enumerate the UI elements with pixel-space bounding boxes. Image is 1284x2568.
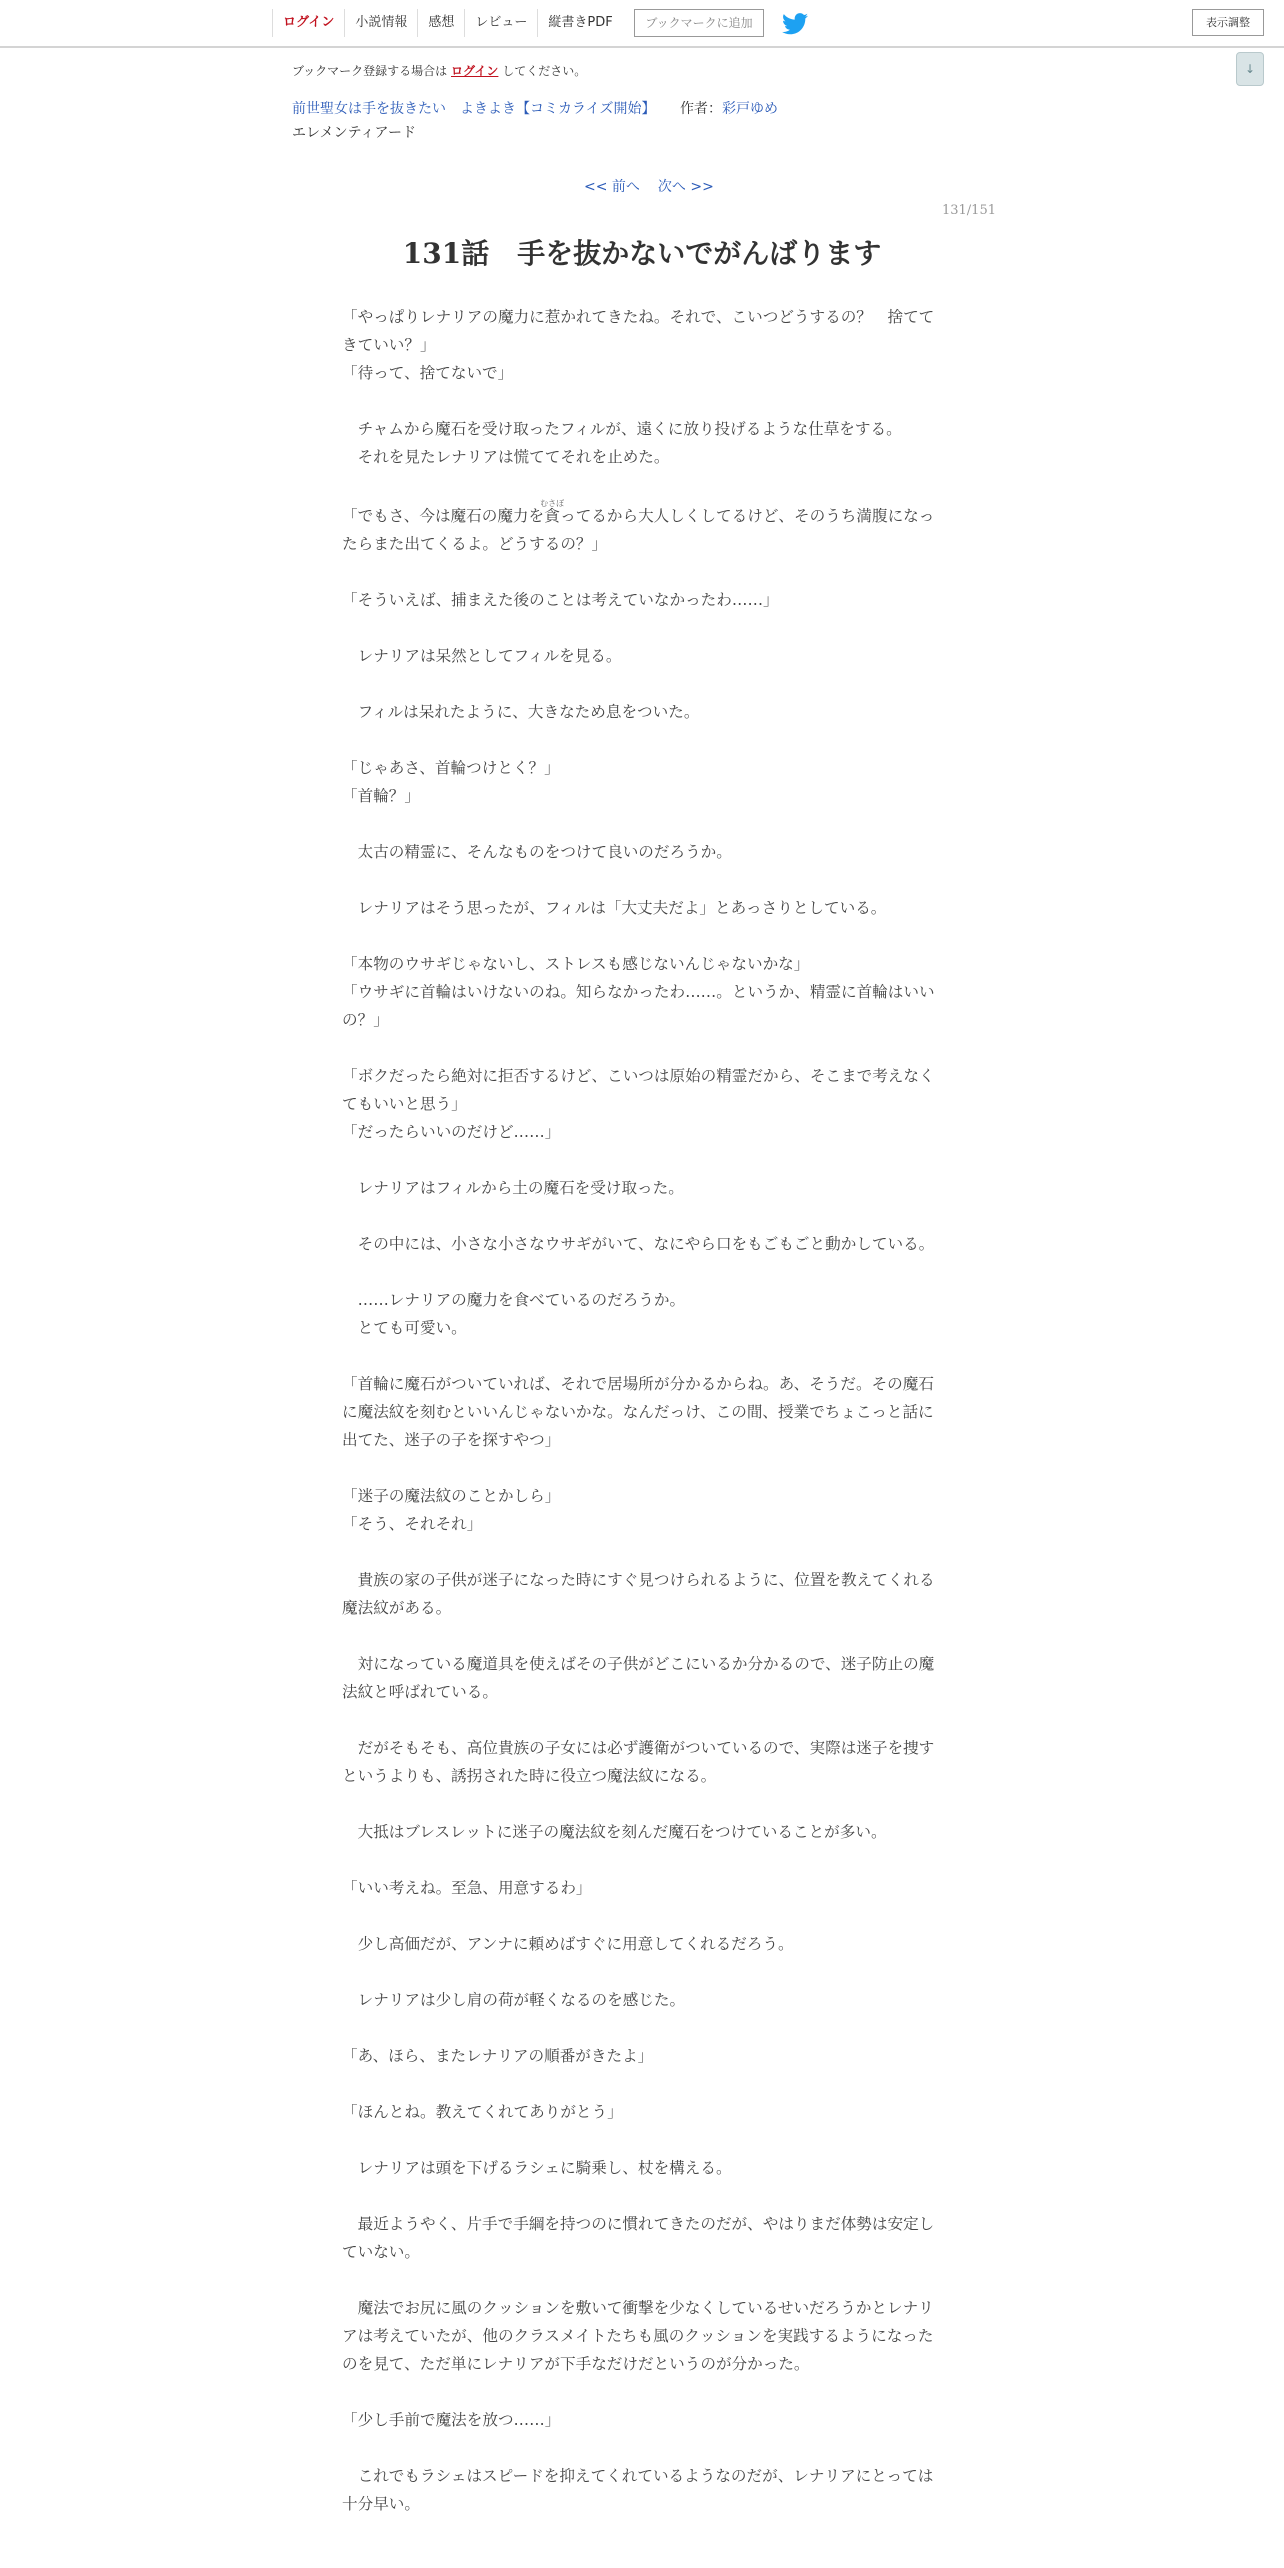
- blank-line: [342, 1146, 942, 1174]
- chapter-body: [342, 303, 942, 2518]
- body-paragraph: 「首輪に魔石がついていれば、それで居場所が分かるからね。あ、そうだ。その魔石に魔法紋を刻むといいんじゃないかな。なんだっけ、この間、授業でちょこっと話に出てた、迷子の子を探すやつ」: [342, 1375, 934, 1449]
- blank-line: [342, 1706, 942, 1734]
- blank-line: [342, 558, 942, 586]
- chapter-pager: [584, 176, 732, 196]
- notice-login-link[interactable]: ログイン: [451, 64, 499, 78]
- blank-line: [342, 670, 942, 698]
- blank-line: [342, 866, 942, 894]
- scroll-down-button[interactable]: ↓: [1236, 52, 1264, 86]
- body-paragraph: 「あ、ほら、またレナリアの順番がきたよ」: [342, 2047, 654, 2065]
- chapter-title: 131話 手を抜かないでがんばります: [402, 237, 882, 270]
- body-paragraph: 「いい考えね。至急、用意するわ」: [342, 1879, 592, 1897]
- body-paragraph: 対になっている魔道具を使えばその子供がどこにいるか分かるので、迷子防止の魔法紋と呼ばれている。: [342, 1655, 935, 1701]
- nav-review-link[interactable]: レビュー: [464, 9, 537, 37]
- body-paragraph: 魔法でお尻に風のクッションを敷いて衝撃を少なくしているせいだろうかとレナリアは考えていたが、他のクラスメイトたちも風のクッションを実践するようになったのを見て、ただ単にレナリアが下手なだけだというのが分かった。: [342, 2299, 934, 2373]
- body-paragraph: 「迷子の魔法紋のことかしら」: [342, 1487, 561, 1505]
- series-name: エレメンティアード: [292, 125, 417, 141]
- blank-line: [342, 1958, 942, 1986]
- notice-prefix: ブックマーク登録する場合は: [292, 64, 448, 78]
- blank-line: [342, 614, 942, 642]
- body-paragraph: フィルは呆れたように、大きなため息をついた。: [342, 703, 700, 721]
- blank-line: [342, 726, 942, 754]
- nav-novel-info-link[interactable]: 小説情報: [344, 9, 417, 37]
- body-paragraph: とても可愛い。: [342, 1319, 467, 1337]
- display-settings-button[interactable]: 表示調整: [1192, 9, 1264, 36]
- blank-line: [342, 1034, 942, 1062]
- body-paragraph: 「ウサギに首輪はいけないのね。知らなかったわ……。というか、精霊に首輪はいいの？」: [342, 983, 935, 1029]
- blank-line: [342, 1902, 942, 1930]
- twitter-icon[interactable]: [782, 13, 808, 35]
- author-link[interactable]: 彩戸ゆめ: [722, 101, 778, 117]
- blank-line: [342, 1258, 942, 1286]
- blank-line: [342, 471, 942, 499]
- top-navigation-bar: [0, 0, 1284, 48]
- blank-line: [342, 1790, 942, 1818]
- blank-line: [342, 1846, 942, 1874]
- nav-login-link[interactable]: ログイン: [272, 9, 344, 37]
- blank-line: [342, 2266, 942, 2294]
- author-label: 作者：: [680, 101, 722, 117]
- body-paragraph: 「本物のウサギじゃないし、ストレスも感じないんじゃないかな」: [342, 955, 810, 973]
- add-bookmark-button[interactable]: ブックマークに追加: [634, 9, 764, 37]
- chapter-count: 131/151: [941, 203, 996, 218]
- body-paragraph: 「首輪？」: [342, 787, 420, 805]
- body-paragraph: それを見たレナリアは慌ててそれを止めた。: [342, 448, 670, 466]
- body-paragraph: 「じゃあさ、首輪つけとく？」: [342, 759, 560, 777]
- body-paragraph: 「だったらいいのだけど……」: [342, 1123, 561, 1141]
- body-paragraph: レナリアは呆然としてフィルを見る。: [342, 647, 622, 665]
- blank-line: [342, 2014, 942, 2042]
- notice-suffix: してください。: [502, 64, 587, 78]
- blank-line: [342, 1538, 942, 1566]
- body-paragraph: だがそもそも、高位貴族の子女には必ず護衛がついているので、実際は迷子を捜すというよりも、誘拐された時に役立つ魔法紋になる。: [342, 1739, 935, 1785]
- blank-line: [342, 2126, 942, 2154]
- blank-line: [342, 2182, 942, 2210]
- body-paragraph: レナリアはフィルから土の魔石を受け取った。: [342, 1179, 684, 1197]
- blank-line: [342, 387, 942, 415]
- blank-line: [342, 810, 942, 838]
- blank-line: [342, 1342, 942, 1370]
- blank-line: [342, 2378, 942, 2406]
- nav-vertical-pdf-link[interactable]: 縦書きPDF: [537, 9, 622, 37]
- nav-impressions-link[interactable]: 感想: [417, 9, 464, 37]
- novel-title-link[interactable]: 前世聖女は手を抜きたい よきよき【コミカライズ開始】: [292, 101, 656, 117]
- body-paragraph: ……レナリアの魔力を食べているのだろうか。: [342, 1291, 686, 1309]
- body-paragraph: 「そういえば、捕まえた後のことは考えていなかったわ……」: [342, 591, 779, 609]
- body-paragraph: 大抵はブレスレットに迷子の魔法紋を刻んだ魔石をつけていることが多い。: [342, 1823, 887, 1841]
- blank-line: [342, 922, 942, 950]
- blank-line: [342, 1454, 942, 1482]
- body-paragraph: これでもラシェはスピードを抑えてくれているようなのだが、レナリアにとっては十分早い。: [342, 2467, 934, 2513]
- body-paragraph: 「少し手前で魔法を放つ……」: [342, 2411, 561, 2429]
- body-paragraph: 「でもさ、今は魔石の魔力を貪むさぼってるから大人しくしてるけど、そのうち満腹になったらまた出てくるよ。どうするの？」: [342, 499, 935, 553]
- blank-line: [342, 2434, 942, 2462]
- body-paragraph: レナリアは頭を下げるラシェに騎乗し、杖を構える。: [342, 2159, 732, 2177]
- bookmark-login-notice: [292, 62, 586, 79]
- body-paragraph: その中には、小さな小さなウサギがいて、なにやら口をもごもごと動かしている。: [342, 1235, 935, 1253]
- blank-line: [342, 1202, 942, 1230]
- body-paragraph: 最近ようやく、片手で手綱を持つのに慣れてきたのだが、やはりまだ体勢は安定していない。: [342, 2215, 935, 2261]
- body-paragraph: 「待って、捨てないで」: [342, 364, 514, 382]
- body-paragraph: レナリアはそう思ったが、フィルは「大丈夫だよ」とあっさりとしている。: [342, 899, 887, 917]
- body-paragraph: 「やっぱりレナリアの魔力に惹かれてきたね。それで、こいつどうするの？ 捨ててきていい？」: [342, 308, 935, 354]
- body-paragraph: 貴族の家の子供が迷子になった時にすぐ見つけられるように、位置を教えてくれる魔法紋がある。: [342, 1571, 935, 1617]
- body-paragraph: チャムから魔石を受け取ったフィルが、遠くに放り投げるような仕草をする。: [342, 420, 902, 438]
- body-paragraph: 太古の精霊に、そんなものをつけて良いのだろうか。: [342, 843, 732, 861]
- body-paragraph: 少し高価だが、アンナに頼めばすぐに用意してくれるだろう。: [342, 1935, 794, 1953]
- body-paragraph: 「ほんとね。教えてくれてありがとう」: [342, 2103, 623, 2121]
- next-chapter-link[interactable]: 次へ >>: [657, 179, 714, 195]
- body-paragraph: 「そう、それそれ」: [342, 1515, 483, 1533]
- main-nav: [272, 9, 623, 37]
- ruby-annotation: 貪むさぼ: [540, 499, 565, 525]
- blank-line: [342, 2070, 942, 2098]
- body-paragraph: 「ボクだったら絶対に拒否するけど、こいつは原始の精霊だから、そこまで考えなくてもいいと思う」: [342, 1067, 935, 1113]
- author-info: [680, 98, 778, 118]
- prev-chapter-link[interactable]: << 前へ: [584, 179, 640, 195]
- body-paragraph: レナリアは少し肩の荷が軽くなるのを感じた。: [342, 1991, 686, 2009]
- blank-line: [342, 1622, 942, 1650]
